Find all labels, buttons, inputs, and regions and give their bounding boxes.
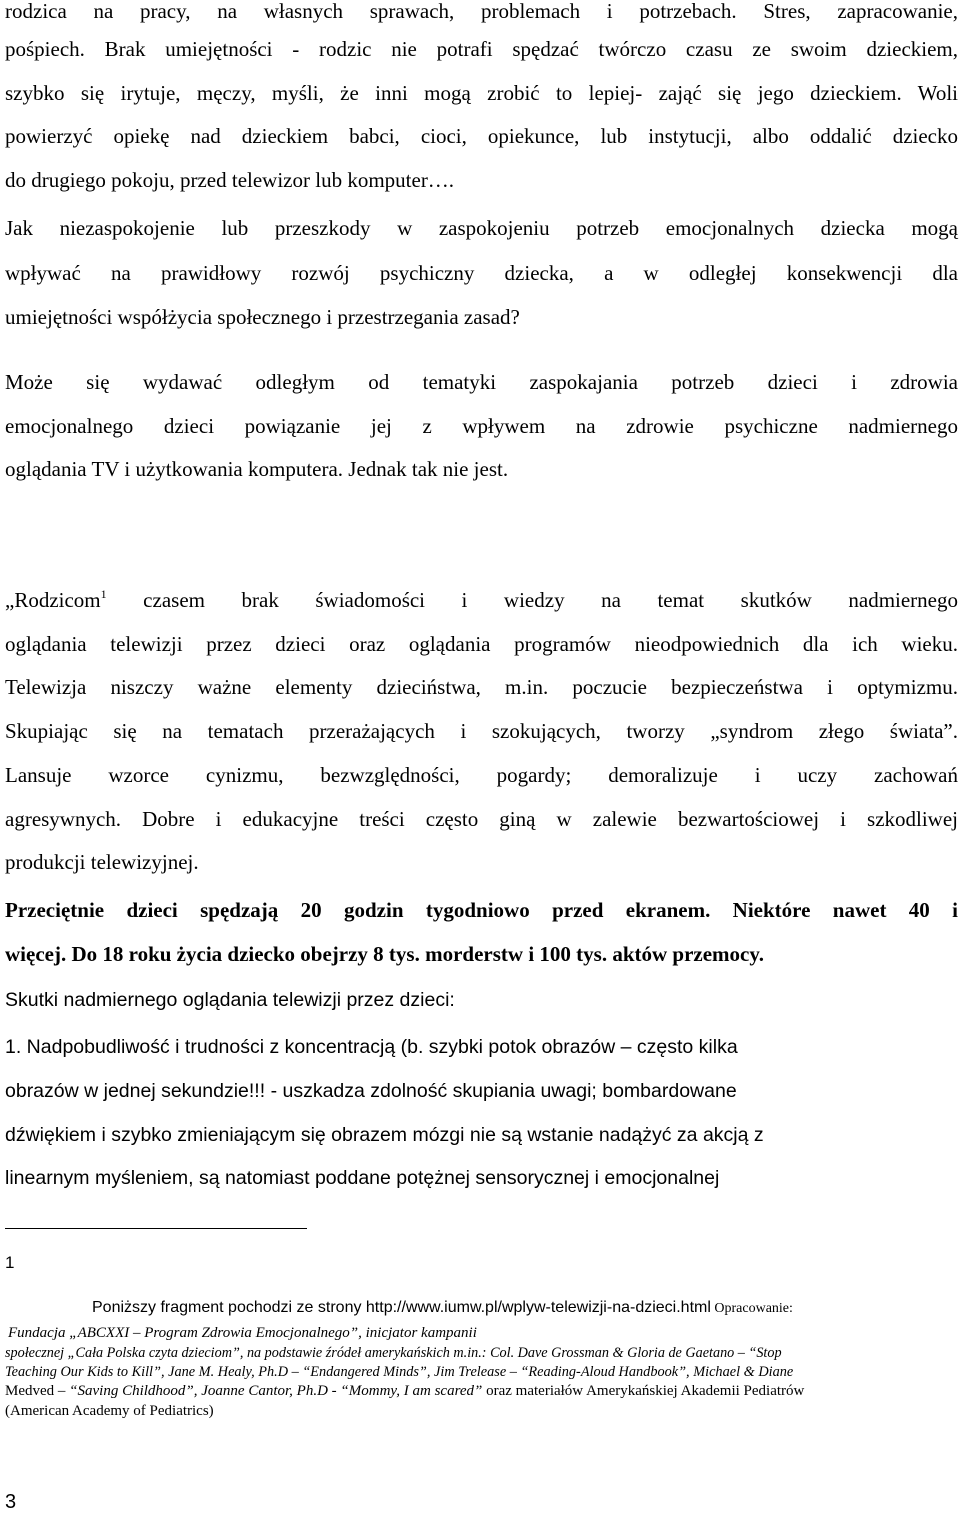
footnote-source-rest: Opracowanie: xyxy=(710,1301,793,1316)
quote-line xyxy=(5,586,958,614)
footnote-ref: 1 xyxy=(100,587,107,601)
body-text-line: do drugiego pokoju, przed telewizor lub komputer…. xyxy=(5,168,455,192)
footnote-source-url[interactable]: Poniższy fragment pochodzi ze strony http://www.iumw.pl/wplyw-telewizji-na-dzieci.html xyxy=(92,1299,711,1316)
body-text-line: wpływać na prawidłowy rozwój psychiczny dziecka, a w odległej konsekwencji dla xyxy=(5,261,958,285)
body-text-line: powierzyć opiekę nad dzieckiem babci, cioci, opiekunce, lub instytucji, albo oddalić dziecko xyxy=(5,124,958,148)
list-item-line: dźwiękiem i szybko zmieniającym się obrazem mózgi nie są wstanie nadążyć za akcją z xyxy=(5,1124,764,1146)
section-heading: Skutki nadmiernego oglądania telewizji przez dzieci: xyxy=(5,989,455,1011)
quote-line: agresywnych. Dobre i edukacyjne treści często giną w zalewie bezwartościowej i szkodliwej xyxy=(5,807,958,831)
footnote-text-part: “Saving Childhood”, Joanne Cantor, Ph.D - “Mommy, I am scared” xyxy=(69,1383,483,1399)
footnote-text-line: społecznej „Cała Polska czyta dzieciom”, na podstawie źródeł amerykańskich m.in.: Col. Dave Grossman & Gloria de Gaetano – “Stop xyxy=(5,1345,782,1361)
footnote-text-line: Teaching Our Kids to Kill”, Jane M. Healy, Ph.D – “Endangered Minds”, Jim Trelease – “Reading-Aloud Handbook”, Michael & Diane xyxy=(5,1364,794,1380)
footnote-separator xyxy=(5,1228,307,1229)
body-text-line: rodzica na pracy, na własnych sprawach, problemach i potrzebach. Stres, zapracowanie, xyxy=(5,0,958,23)
footnote-source-line xyxy=(92,1298,793,1319)
body-text-line: Może się wydawać odległym od tematyki zaspokajania potrzeb dzieci i zdrowia xyxy=(5,370,958,394)
body-text-line: szybko się irytuje, męczy, myśli, że inni mogą zrobić to lepiej- zająć się jego dzieckiem. Woli xyxy=(5,81,958,105)
footnote-marker: 1 xyxy=(5,1253,15,1272)
footnote-text-line xyxy=(5,1382,804,1400)
quote-line: Telewizja niszczy ważne elementy dzieciństwa, m.in. poczucie bezpieczeństwa i optymizmu. xyxy=(5,675,958,699)
quote-line: oglądania telewizji przez dzieci oraz oglądania programów nieodpowiednich dla ich wieku. xyxy=(5,632,958,656)
footnote-text-line: Fundacja „ABCXXI – Program Zdrowia Emocjonalnego”, inicjator kampanii xyxy=(8,1325,477,1341)
quote-line: Skupiając się na tematach przerażających i szokujących, tworzy „syndrom złego świata”. xyxy=(5,719,958,743)
footnote-text-part: Medved – xyxy=(5,1383,70,1399)
list-item-line: linearnym myśleniem, są natomiast poddane potężnej sensorycznej i emocjonalnej xyxy=(5,1167,720,1189)
footnote-text-part: oraz materiałów Amerykańskiej Akademii Pediatrów xyxy=(482,1383,805,1399)
page-number: 3 xyxy=(5,1491,17,1513)
bold-statistic-line: więcej. Do 18 roku życia dziecko obejrzy 8 tys. morderstw i 100 tys. aktów przemocy. xyxy=(5,942,764,966)
quote-open-word: „Rodzicom xyxy=(5,588,101,612)
body-text-line: oglądania TV i użytkowania komputera. Jednak tak nie jest. xyxy=(5,457,509,481)
quote-line: produkcji telewizyjnej. xyxy=(5,850,199,874)
footnote-text-line: (American Academy of Pediatrics) xyxy=(5,1403,214,1419)
body-text-line: pośpiech. Brak umiejętności - rodzic nie potrafi spędzać twórczo czasu ze swoim dzieckiem, xyxy=(5,37,958,61)
body-text-line: Jak niezaspokojenie lub przeszkody w zaspokojeniu potrzeb emocjonalnych dziecka mogą xyxy=(5,216,958,240)
bold-statistic-line: Przeciętnie dzieci spędzają 20 godzin tygodniowo przed ekranem. Niektóre nawet 40 i xyxy=(5,898,958,922)
body-text-line: emocjonalnego dzieci powiązanie jej z wpływem na zdrowie psychiczne nadmiernego xyxy=(5,414,958,438)
quote-line: Lansuje wzorce cynizmu, bezwzględności, pogardy; demoralizuje i uczy zachowań xyxy=(5,763,958,787)
body-text-line: umiejętności współżycia społecznego i przestrzegania zasad? xyxy=(5,305,520,329)
list-item-line: 1. Nadpobudliwość i trudności z koncentracją (b. szybki potok obrazów – często kilka xyxy=(5,1036,738,1058)
quote-rest: czasem brak świadomości i wiedzy na temat skutków nadmiernego xyxy=(106,588,958,612)
list-item-line: obrazów w jednej sekundzie!!! - uszkadza zdolność skupiania uwagi; bombardowane xyxy=(5,1080,737,1102)
